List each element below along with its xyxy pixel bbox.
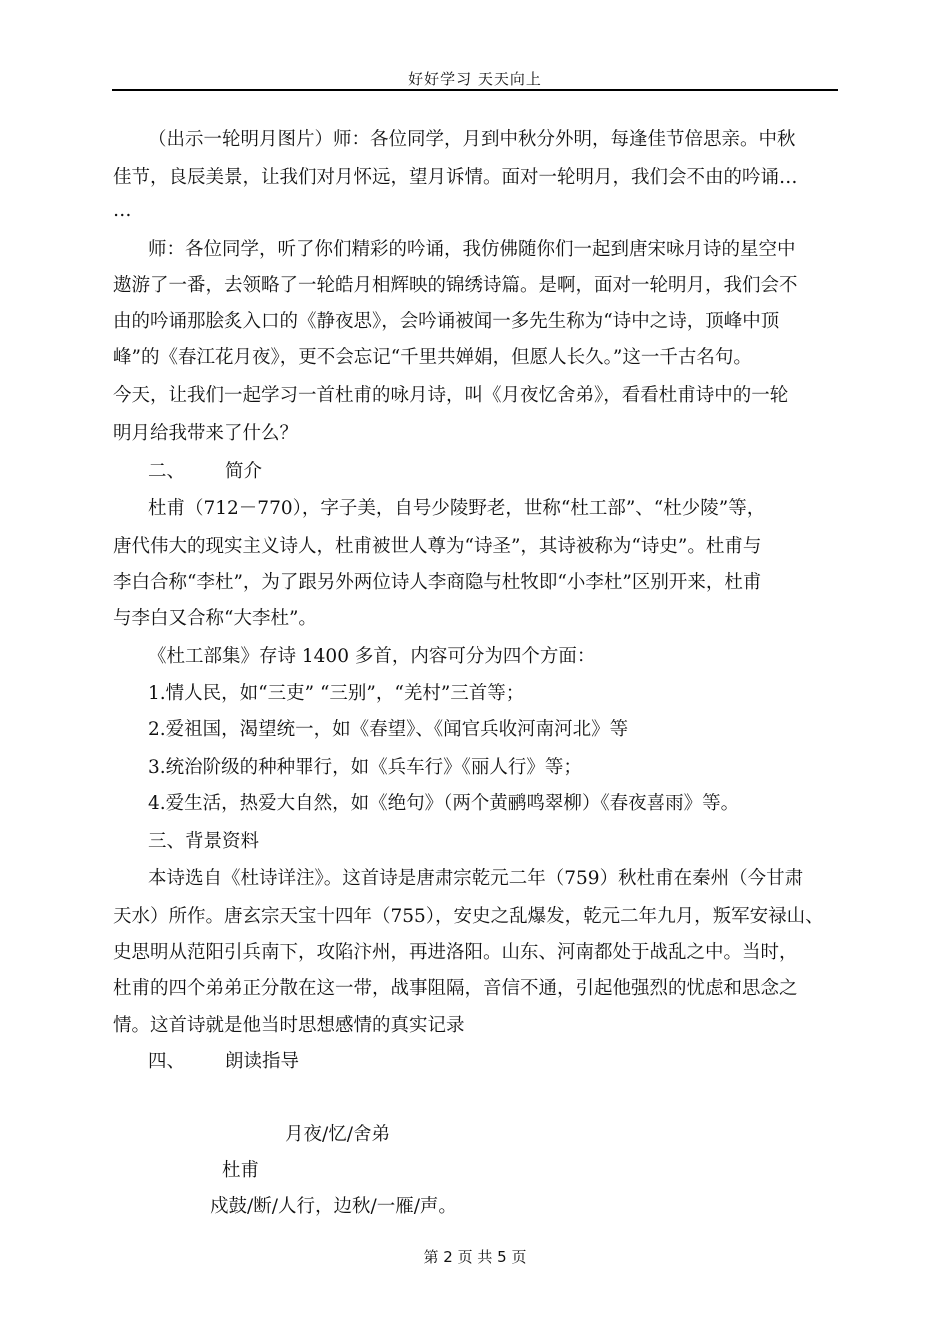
intro-line-1: （出示一轮明月图片）师：各位同学，月到中秋分外明，每逢佳节倍思亲。中秋 (148, 129, 796, 150)
teacher-line-4: 峰”的《春江花月夜》，更不会忘记“千里共婵娟，但愿人长久。”这一千古名句。 (113, 347, 752, 368)
section-title: 朗读指导 (225, 1051, 300, 1072)
section-number: 二、 (148, 461, 186, 482)
intro-line-3: … (113, 200, 132, 221)
header-text: 好好学习 天天向上 (408, 70, 542, 88)
background-line-5: 情。这首诗就是他当时思想感情的真实记录 (113, 1015, 465, 1036)
poem-line: 戍鼓/断/人行，边秋/一雁/声。 (210, 1196, 457, 1217)
list-item: 3.统治阶级的种种罪行，如《兵车行》《丽人行》等； (148, 757, 582, 778)
bio-line-3: 李白合称“李杜”，为了跟另外两位诗人李商隐与杜牧即“小李杜”区别开来，杜甫 (113, 572, 762, 593)
teacher-line-2: 遨游了一番，去领略了一轮皓月相辉映的锦绣诗篇。是啊，面对一轮明月，我们会不 (113, 275, 798, 296)
list-item: 4.爱生活，热爱大自然，如《绝句》（两个黄鹂鸣翠柳）《春夜喜雨》等。 (148, 793, 740, 814)
bio-line-1: 杜甫（712－770），字子美，自号少陵野老，世称“杜工部”、“杜少陵”等， (148, 498, 766, 519)
poem-title: 月夜/忆/舍弟 (285, 1124, 390, 1145)
bio-line-2: 唐代伟大的现实主义诗人，杜甫被世人尊为“诗圣”，其诗被称为“诗史”。杜甫与 (113, 536, 762, 557)
intro-line-2: 佳节，良辰美景，让我们对月怀远，望月诉情。面对一轮明月，我们会不由的吟诵… (113, 167, 798, 188)
list-item: 1.情人民，如“三吏” “三别”，“羌村”三首等； (148, 683, 525, 704)
teacher-line-6: 明月给我带来了什么？ (113, 423, 299, 444)
collection-line: 《杜工部集》存诗 1400 多首，内容可分为四个方面： (148, 646, 596, 667)
bio-line-4: 与李白又合称“大李杜”。 (113, 608, 317, 629)
section-title: 简介 (225, 461, 263, 482)
background-line-1: 本诗选自《杜诗详注》。这首诗是唐肃宗乾元二年（759）秋杜甫在秦州（今甘肃 (148, 868, 804, 889)
poem-author: 杜甫 (222, 1160, 260, 1181)
background-line-2: 天水）所作。唐玄宗天宝十四年（755），安史之乱爆发，乾元二年九月，叛军安禄山、 (113, 906, 824, 927)
header-divider (112, 89, 838, 91)
section-heading-reading (148, 1048, 299, 1076)
section-number: 四、 (148, 1051, 186, 1072)
teacher-line-5: 今天，让我们一起学习一首杜甫的咏月诗，叫《月夜忆舍弟》，看看杜甫诗中的一轮 (113, 385, 789, 406)
background-line-3: 史思明从范阳引兵南下，攻陷汴州，再进洛阳。山东、河南都处于战乱之中。当时， (113, 942, 798, 963)
section-heading-background: 三、背景资料 (148, 831, 260, 852)
teacher-line-3: 由的吟诵那脍炙入口的《静夜思》，会吟诵被闻一多先生称为“诗中之诗，顶峰中顶 (113, 311, 780, 332)
page-footer: 第 2 页 共 5 页 (423, 1248, 527, 1266)
section-heading-intro (148, 458, 262, 486)
teacher-line-1: 师：各位同学，听了你们精彩的吟诵，我仿佛随你们一起到唐宋咏月诗的星空中 (148, 239, 796, 260)
list-item: 2.爱祖国，渴望统一，如《春望》、《闻官兵收河南河北》等 (148, 719, 629, 740)
background-line-4: 杜甫的四个弟弟正分散在这一带，战事阻隔，音信不通，引起他强烈的忧虑和思念之 (113, 978, 798, 999)
